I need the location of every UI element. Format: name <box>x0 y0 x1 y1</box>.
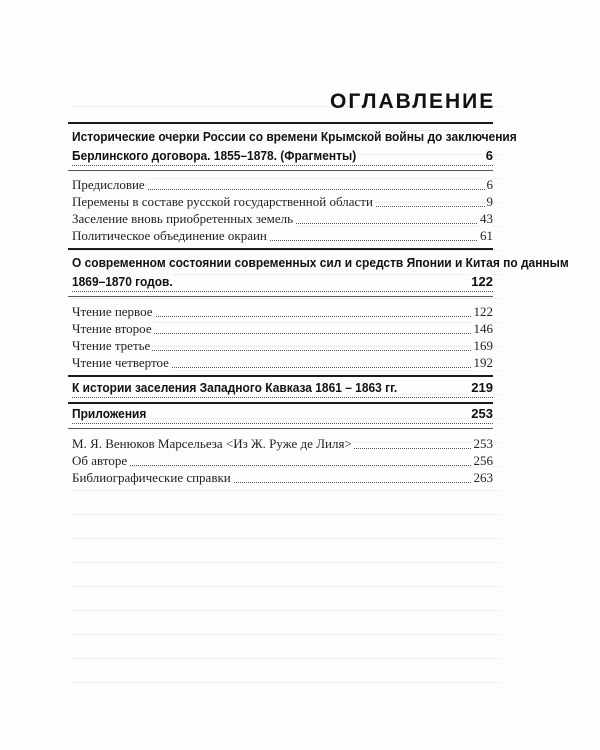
toc-entry-page: 43 <box>480 211 493 226</box>
sub-divider <box>68 170 493 171</box>
toc-entry[interactable] <box>72 338 493 355</box>
toc-entry[interactable] <box>72 228 493 245</box>
toc-entry[interactable] <box>72 321 493 338</box>
toc-entry-page: 169 <box>473 338 493 353</box>
page-title: ОГЛАВЛЕНИЕ <box>330 90 496 113</box>
section-divider <box>68 122 493 124</box>
dot-leader <box>72 291 493 292</box>
toc-entry-page: 263 <box>473 470 493 485</box>
section-1-title-line-1: Исторические очерки России со времени Крымской войны до заключения <box>72 129 517 144</box>
section-2-heading[interactable] <box>72 274 493 296</box>
toc-entry-label: Перемены в составе русской государственной области <box>72 194 373 209</box>
toc-entry[interactable] <box>72 470 493 487</box>
section-1-heading[interactable] <box>72 148 493 170</box>
toc-entry-page: 253 <box>473 436 493 451</box>
section-2-page: 122 <box>471 274 493 289</box>
toc-entry-label: Чтение третье <box>72 338 151 353</box>
toc-entry[interactable] <box>72 194 493 211</box>
toc-entry[interactable] <box>72 304 493 321</box>
toc-entry[interactable] <box>72 436 493 453</box>
toc-entry-label: Чтение второе <box>72 321 152 336</box>
toc-entry-page: 122 <box>473 304 493 319</box>
section-2-title-line-1: О современном состоянии современных сил и средств Японии и Китая по данным <box>72 255 569 270</box>
toc-entry-page: 61 <box>480 228 493 243</box>
section-1-page: 6 <box>485 148 493 163</box>
toc-entry-label: М. Я. Венюков Марсельеза <Из Ж. Руже де Лиля> <box>72 436 352 451</box>
section-3-heading[interactable] <box>72 380 493 402</box>
toc-entry-page: 256 <box>473 453 493 468</box>
toc-entry-label: Политическое объединение окраин <box>72 228 267 243</box>
section-3-page: 219 <box>471 380 493 395</box>
toc-entry-label: Чтение четвертое <box>72 355 169 370</box>
toc-entry-page: 9 <box>486 194 493 209</box>
toc-entry[interactable] <box>72 453 493 470</box>
toc-entry-page: 146 <box>473 321 493 336</box>
section-4-page: 253 <box>471 406 493 421</box>
section-divider <box>68 402 493 404</box>
toc-entry-label: Об авторе <box>72 453 128 468</box>
toc-entry-page: 6 <box>486 177 493 192</box>
section-3-title: К истории заселения Западного Кавказа 1861 – 1863 гг. <box>72 380 398 395</box>
section-divider <box>68 248 493 250</box>
toc-entry[interactable] <box>72 211 493 228</box>
section-4-heading[interactable] <box>72 406 493 428</box>
section-1-title-line-2: Берлинского договора. 1855–1878. (Фрагменты) <box>72 148 357 163</box>
toc-entry[interactable] <box>72 355 493 372</box>
toc-entry[interactable] <box>72 177 493 194</box>
section-2-title-line-2: 1869–1870 годов. <box>72 274 173 289</box>
sub-divider <box>68 296 493 297</box>
toc-entry-label: Заселение вновь приобретенных земель <box>72 211 294 226</box>
sub-divider <box>68 428 493 429</box>
dot-leader <box>72 165 493 166</box>
section-divider <box>68 375 493 377</box>
toc-entry-label: Предисловие <box>72 177 145 192</box>
section-4-title: Приложения <box>72 406 147 421</box>
dot-leader <box>72 397 493 398</box>
toc-entry-label: Библиографические справки <box>72 470 231 485</box>
dot-leader <box>72 465 493 466</box>
toc-entry-page: 192 <box>473 355 493 370</box>
dot-leader <box>72 423 493 424</box>
toc-entry-label: Чтение первое <box>72 304 153 319</box>
